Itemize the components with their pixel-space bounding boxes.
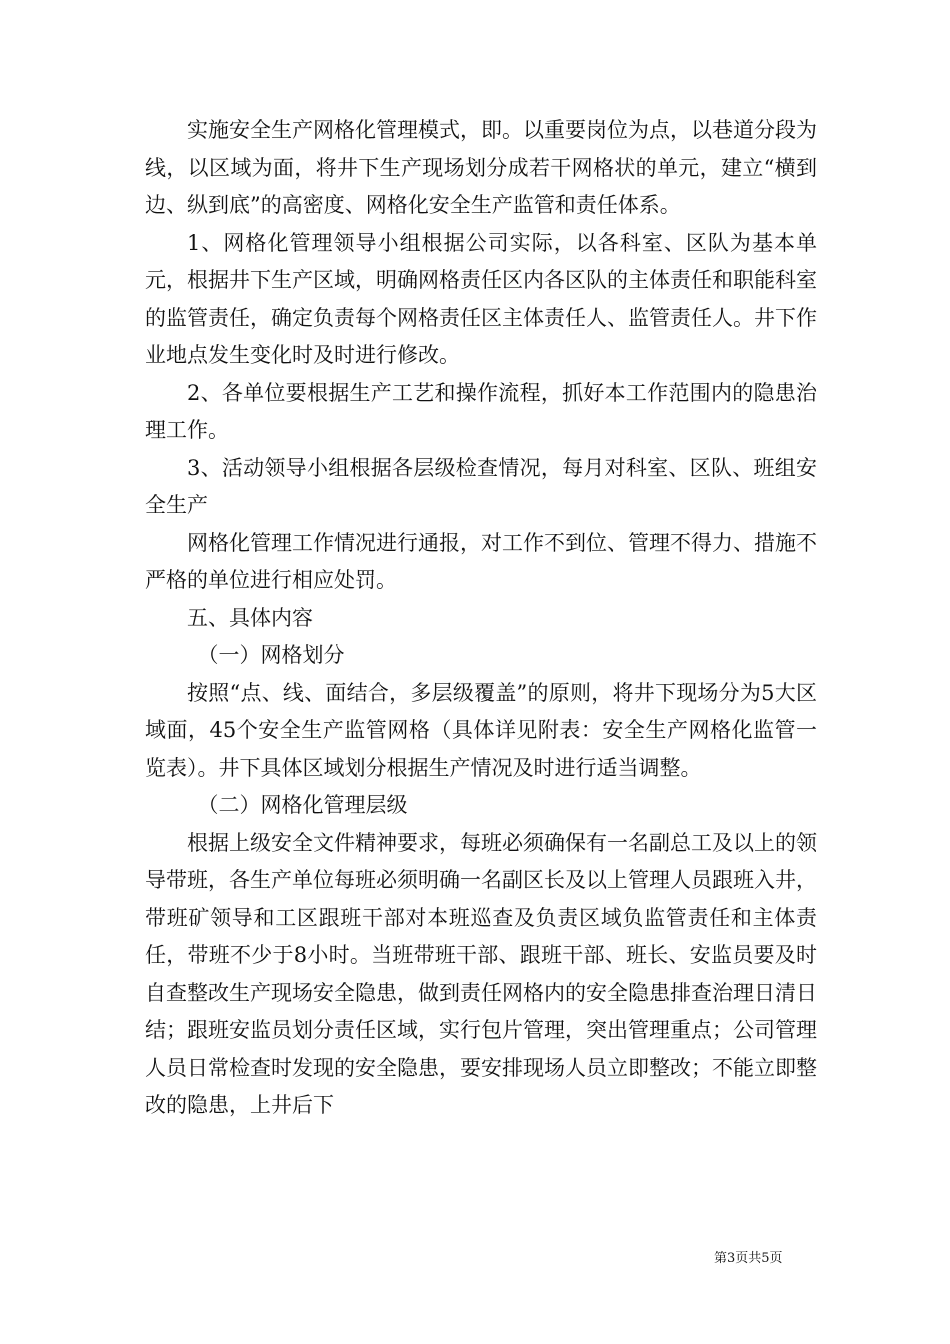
- paragraph-item-2: 2、各单位要根据生产工艺和操作流程，抓好本工作范围内的隐患治理工作。: [145, 380, 817, 442]
- paragraph-grid-division: 按照“点、线、面结合，多层级覆盖”的原则，将井下现场分为5大区域面，45个安全生产监管网格（具体详见附表：安全生产网格化监管一览表）。井下具体区域划分根据生产情况及时进行适当调整。: [145, 680, 817, 780]
- paragraph-item-3-continued: 网格化管理工作情况进行通报，对工作不到位、管理不得力、措施不严格的单位进行相应处罚。: [145, 530, 817, 592]
- page-number: 第3页共5页: [714, 1251, 783, 1266]
- subheading-grid-division: （一）网格划分: [197, 643, 345, 667]
- paragraph-management-levels: 根据上级安全文件精神要求，每班必须确保有一名副总工及以上的领导带班，各生产单位每班必须明确一名副区长及以上管理人员跟班入井，带班矿领导和工区跟班干部对本班巡查及负责区域负监管责任和主体责任，带班不少于8小时。当班带班干部、跟班干部、班长、安监员要及时自查整改生产现场安全隐患，做到责任网格内的安全隐患排查治理日清日结；跟班安监员划分责任区域，实行包片管理，突出管理重点；公司管理人员日常检查时发现的安全隐患，要安排现场人员立即整改；不能立即整改的隐患，上井后下: [145, 830, 817, 1117]
- paragraph-item-3: 3、活动领导小组根据各层级检查情况，每月对科室、区队、班组安全生产: [145, 455, 817, 517]
- paragraph-item-1: 1、网格化管理领导小组根据公司实际，以各科室、区队为基本单元，根据井下生产区域，明确网格责任区内各区队的主体责任和职能科室的监管责任，确定负责每个网格责任区主体责任人、监管责任人。井下作业地点发生变化时及时进行修改。: [145, 230, 817, 367]
- section-heading-5: 五、具体内容: [187, 605, 313, 630]
- body-text: [145, 112, 817, 1125]
- subheading-management-levels: （二）网格化管理层级: [197, 793, 408, 817]
- paragraph-intro: 实施安全生产网格化管理模式，即。以重要岗位为点，以巷道分段为线，以区域为面，将井下生产现场划分成若干网格状的单元，建立“横到边、纵到底”的高密度、网格化安全生产监管和责任体系。: [145, 118, 817, 217]
